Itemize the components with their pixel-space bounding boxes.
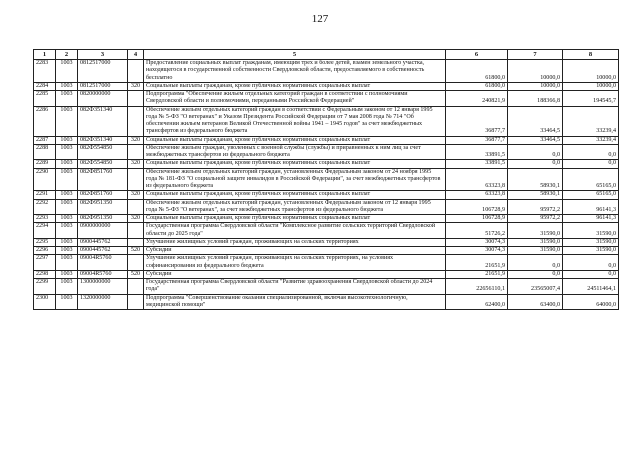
section-code-cell: 1003 bbox=[56, 279, 78, 295]
amount-year2-cell: 10000,0 bbox=[508, 82, 563, 90]
table-row bbox=[34, 279, 619, 295]
section-code-cell: 1003 bbox=[56, 247, 78, 255]
table-row bbox=[34, 270, 619, 278]
target-article-cell: 082Ф851760 bbox=[78, 168, 128, 191]
table-body bbox=[34, 60, 619, 310]
column-header-5: 5 bbox=[144, 50, 446, 60]
row-number-cell: 2298 bbox=[34, 270, 56, 278]
table-row bbox=[34, 191, 619, 199]
column-header-8: 8 bbox=[563, 50, 619, 60]
amount-year3-cell: 33239,4 bbox=[563, 106, 619, 136]
row-number-cell: 2290 bbox=[34, 168, 56, 191]
expense-type-cell: 320 bbox=[128, 82, 144, 90]
section-code-cell: 1003 bbox=[56, 215, 78, 223]
section-code-cell: 1003 bbox=[56, 91, 78, 107]
amount-year1-cell: 21651,9 bbox=[446, 255, 508, 271]
table-row bbox=[34, 106, 619, 136]
description-cell: Государственная программа Свердловской области "Развитие здравоохранения Свердловской области до 2024 года" bbox=[144, 279, 446, 295]
table-row bbox=[34, 247, 619, 255]
expense-type-cell bbox=[128, 279, 144, 295]
row-number-cell: 2287 bbox=[34, 136, 56, 144]
row-number-cell: 2296 bbox=[34, 247, 56, 255]
table-row bbox=[34, 199, 619, 215]
amount-year1-cell: 63323,8 bbox=[446, 168, 508, 191]
amount-year1-cell: 106728,9 bbox=[446, 215, 508, 223]
description-cell: Обеспечение жильем граждан, уволенных с военной службы (службы) и приравненных к ним лиц за счет межбюджетных трансфертов из федерального бюджета bbox=[144, 144, 446, 160]
description-cell: Социальные выплаты гражданам, кроме публичных нормативных социальных выплат bbox=[144, 82, 446, 90]
amount-year3-cell: 0,0 bbox=[563, 144, 619, 160]
section-code-cell: 1003 bbox=[56, 144, 78, 160]
amount-year1-cell: 21651,9 bbox=[446, 270, 508, 278]
row-number-cell: 2288 bbox=[34, 144, 56, 160]
amount-year1-cell: 30074,3 bbox=[446, 238, 508, 246]
amount-year2-cell: 0,0 bbox=[508, 270, 563, 278]
row-number-cell: 2293 bbox=[34, 215, 56, 223]
amount-year1-cell: 61800,0 bbox=[446, 60, 508, 83]
target-article-cell: 082Ф851760 bbox=[78, 191, 128, 199]
amount-year2-cell: 31590,0 bbox=[508, 223, 563, 239]
amount-year1-cell: 61800,0 bbox=[446, 82, 508, 90]
table-row bbox=[34, 255, 619, 271]
amount-year1-cell: 36877,7 bbox=[446, 106, 508, 136]
column-header-6: 6 bbox=[446, 50, 508, 60]
expense-type-cell bbox=[128, 60, 144, 83]
expense-type-cell: 320 bbox=[128, 160, 144, 168]
table-row bbox=[34, 60, 619, 83]
expense-type-cell: 520 bbox=[128, 247, 144, 255]
section-code-cell: 1003 bbox=[56, 223, 78, 239]
section-code-cell: 1003 bbox=[56, 160, 78, 168]
target-article-cell: 1300000000 bbox=[78, 279, 128, 295]
row-number-cell: 2286 bbox=[34, 106, 56, 136]
column-header-7: 7 bbox=[508, 50, 563, 60]
amount-year2-cell: 95972,2 bbox=[508, 215, 563, 223]
target-article-cell: 09004R5760 bbox=[78, 270, 128, 278]
amount-year3-cell: 33239,4 bbox=[563, 136, 619, 144]
amount-year1-cell: 63323,8 bbox=[446, 191, 508, 199]
amount-year3-cell: 31590,0 bbox=[563, 223, 619, 239]
expense-type-cell: 320 bbox=[128, 215, 144, 223]
section-code-cell: 1003 bbox=[56, 191, 78, 199]
expense-type-cell bbox=[128, 91, 144, 107]
section-code-cell: 1003 bbox=[56, 106, 78, 136]
expense-type-cell bbox=[128, 238, 144, 246]
expense-type-cell: 520 bbox=[128, 270, 144, 278]
row-number-cell: 2300 bbox=[34, 294, 56, 310]
row-number-cell: 2295 bbox=[34, 238, 56, 246]
description-cell: Социальные выплаты гражданам, кроме публичных нормативных социальных выплат bbox=[144, 136, 446, 144]
section-code-cell: 1003 bbox=[56, 238, 78, 246]
amount-year3-cell: 0,0 bbox=[563, 255, 619, 271]
description-cell: Субсидии bbox=[144, 270, 446, 278]
amount-year3-cell: 10000,0 bbox=[563, 60, 619, 83]
section-code-cell: 1003 bbox=[56, 294, 78, 310]
amount-year2-cell: 58930,1 bbox=[508, 191, 563, 199]
amount-year1-cell: 62400,0 bbox=[446, 294, 508, 310]
table-row bbox=[34, 136, 619, 144]
target-article-cell: 0820000000 bbox=[78, 91, 128, 107]
description-cell: Улучшение жилищных условий граждан, проживающих на сельских территориях bbox=[144, 238, 446, 246]
expense-type-cell bbox=[128, 106, 144, 136]
section-code-cell: 1003 bbox=[56, 168, 78, 191]
amount-year2-cell: 31590,0 bbox=[508, 238, 563, 246]
row-number-cell: 2299 bbox=[34, 279, 56, 295]
amount-year3-cell: 0,0 bbox=[563, 160, 619, 168]
expense-type-cell bbox=[128, 168, 144, 191]
table-row bbox=[34, 294, 619, 310]
table-row bbox=[34, 144, 619, 160]
column-header-2: 2 bbox=[56, 50, 78, 60]
target-article-cell: 0900445762 bbox=[78, 247, 128, 255]
amount-year1-cell: 240821,9 bbox=[446, 91, 508, 107]
target-article-cell: 082Ф554850 bbox=[78, 160, 128, 168]
target-article-cell: 082Ф351340 bbox=[78, 106, 128, 136]
column-header-4: 4 bbox=[128, 50, 144, 60]
amount-year3-cell: 96141,3 bbox=[563, 199, 619, 215]
amount-year2-cell: 10000,0 bbox=[508, 60, 563, 83]
expense-type-cell bbox=[128, 223, 144, 239]
row-number-cell: 2297 bbox=[34, 255, 56, 271]
amount-year3-cell: 65165,0 bbox=[563, 191, 619, 199]
amount-year2-cell: 33464,5 bbox=[508, 106, 563, 136]
target-article-cell: 082Ф951350 bbox=[78, 215, 128, 223]
amount-year3-cell: 65165,0 bbox=[563, 168, 619, 191]
description-cell: Обеспечение жильем отдельных категорий граждан, установленных Федеральным законом от 12 января 1995 года № 5-ФЗ "О ветеранах", за счет межбюджетных трансфертов из федерального бюджета bbox=[144, 199, 446, 215]
amount-year1-cell: 51726,2 bbox=[446, 223, 508, 239]
page-number: 127 bbox=[311, 13, 329, 25]
description-cell: Социальные выплаты гражданам, кроме публичных нормативных социальных выплат bbox=[144, 160, 446, 168]
expense-type-cell bbox=[128, 199, 144, 215]
amount-year3-cell: 31590,0 bbox=[563, 247, 619, 255]
section-code-cell: 1003 bbox=[56, 199, 78, 215]
description-cell: Улучшение жилищных условий граждан, проживающих на сельских территориях, на условиях софинансирования из федерального бюджета bbox=[144, 255, 446, 271]
row-number-cell: 2285 bbox=[34, 91, 56, 107]
expense-type-cell: 320 bbox=[128, 191, 144, 199]
description-cell: Предоставление социальных выплат гражданам, имеющим трех и более детей, взамен земельного участка, находящегося в государственной собственности Свердловской области, предоставляемого в собственность бесплатно bbox=[144, 60, 446, 83]
section-code-cell: 1003 bbox=[56, 255, 78, 271]
row-number-cell: 2283 bbox=[34, 60, 56, 83]
row-number-cell: 2294 bbox=[34, 223, 56, 239]
column-header-3: 3 bbox=[78, 50, 128, 60]
amount-year2-cell: 33464,5 bbox=[508, 136, 563, 144]
amount-year2-cell: 63400,0 bbox=[508, 294, 563, 310]
amount-year3-cell: 10000,0 bbox=[563, 82, 619, 90]
row-number-cell: 2291 bbox=[34, 191, 56, 199]
description-cell: Государственная программа Свердловской области "Комплексное развитие сельских территорий Свердловской области до 2025 года" bbox=[144, 223, 446, 239]
row-number-cell: 2284 bbox=[34, 82, 56, 90]
target-article-cell: 0900000000 bbox=[78, 223, 128, 239]
amount-year3-cell: 64000,0 bbox=[563, 294, 619, 310]
amount-year3-cell: 0,0 bbox=[563, 270, 619, 278]
amount-year2-cell: 95972,2 bbox=[508, 199, 563, 215]
row-number-cell: 2289 bbox=[34, 160, 56, 168]
amount-year2-cell: 188366,8 bbox=[508, 91, 563, 107]
amount-year1-cell: 33891,5 bbox=[446, 160, 508, 168]
section-code-cell: 1003 bbox=[56, 270, 78, 278]
table-row bbox=[34, 160, 619, 168]
target-article-cell: 0900445762 bbox=[78, 238, 128, 246]
row-number-cell: 2292 bbox=[34, 199, 56, 215]
table-row bbox=[34, 238, 619, 246]
section-code-cell: 1003 bbox=[56, 136, 78, 144]
description-cell: Субсидии bbox=[144, 247, 446, 255]
header-row bbox=[34, 50, 619, 60]
amount-year2-cell: 0,0 bbox=[508, 144, 563, 160]
expense-type-cell bbox=[128, 255, 144, 271]
description-cell: Подпрограмма "Обеспечение жильем отдельных категорий граждан в соответствии с полномочиями Свердловской области и полномочиями, переданными Российской Федерацией" bbox=[144, 91, 446, 107]
description-cell: Подпрограмма "Совершенствование оказания специализированной, включая высокотехнологичную, медицинской помощи" bbox=[144, 294, 446, 310]
description-cell: Социальные выплаты гражданам, кроме публичных нормативных социальных выплат bbox=[144, 215, 446, 223]
table-row bbox=[34, 91, 619, 107]
target-article-cell: 082Ф351340 bbox=[78, 136, 128, 144]
target-article-cell: 082Ф951350 bbox=[78, 199, 128, 215]
table-header bbox=[34, 50, 619, 60]
description-cell: Социальные выплаты гражданам, кроме публичных нормативных социальных выплат bbox=[144, 191, 446, 199]
target-article-cell: 09004R5760 bbox=[78, 255, 128, 271]
section-code-cell: 1003 bbox=[56, 60, 78, 83]
amount-year2-cell: 58930,1 bbox=[508, 168, 563, 191]
amount-year2-cell: 0,0 bbox=[508, 160, 563, 168]
column-header-1: 1 bbox=[34, 50, 56, 60]
target-article-cell: 1320000000 bbox=[78, 294, 128, 310]
table-row bbox=[34, 215, 619, 223]
expense-type-cell: 320 bbox=[128, 136, 144, 144]
expense-type-cell bbox=[128, 144, 144, 160]
expense-type-cell bbox=[128, 294, 144, 310]
amount-year1-cell: 22656110,1 bbox=[446, 279, 508, 295]
description-cell: Обеспечение жильем отдельных категорий граждан в соответствии с Федеральным законом от 12 января 1995 года № 5-ФЗ "О ветеранах" и Указом Президента Российской Федерации от 7 мая 2008 года № 714 "Об обеспечении жильем ветеранов Великой Отечественной войны 1941 – 1945 годов" за счет межбюджетных трансфертов из федерального бюджета bbox=[144, 106, 446, 136]
amount-year1-cell: 36877,7 bbox=[446, 136, 508, 144]
section-code-cell: 1003 bbox=[56, 82, 78, 90]
budget-table bbox=[33, 49, 619, 310]
amount-year2-cell: 31590,0 bbox=[508, 247, 563, 255]
table-row bbox=[34, 168, 619, 191]
target-article-cell: 0812517000 bbox=[78, 82, 128, 90]
amount-year3-cell: 31590,0 bbox=[563, 238, 619, 246]
target-article-cell: 082Ф554850 bbox=[78, 144, 128, 160]
table-row bbox=[34, 82, 619, 90]
table-row bbox=[34, 223, 619, 239]
amount-year3-cell: 194545,7 bbox=[563, 91, 619, 107]
amount-year1-cell: 30074,3 bbox=[446, 247, 508, 255]
amount-year3-cell: 96141,3 bbox=[563, 215, 619, 223]
amount-year2-cell: 23565007,4 bbox=[508, 279, 563, 295]
amount-year1-cell: 106728,9 bbox=[446, 199, 508, 215]
amount-year3-cell: 24511464,1 bbox=[563, 279, 619, 295]
description-cell: Обеспечение жильем отдельных категорий граждан, установленных Федеральным законом от 24 ноября 1995 года № 181-ФЗ "О социальной защите инвалидов в Российской Федерации", за счет межбюджетных трансфертов из федерального бюджета bbox=[144, 168, 446, 191]
amount-year2-cell: 0,0 bbox=[508, 255, 563, 271]
amount-year1-cell: 33891,5 bbox=[446, 144, 508, 160]
target-article-cell: 0812517000 bbox=[78, 60, 128, 83]
